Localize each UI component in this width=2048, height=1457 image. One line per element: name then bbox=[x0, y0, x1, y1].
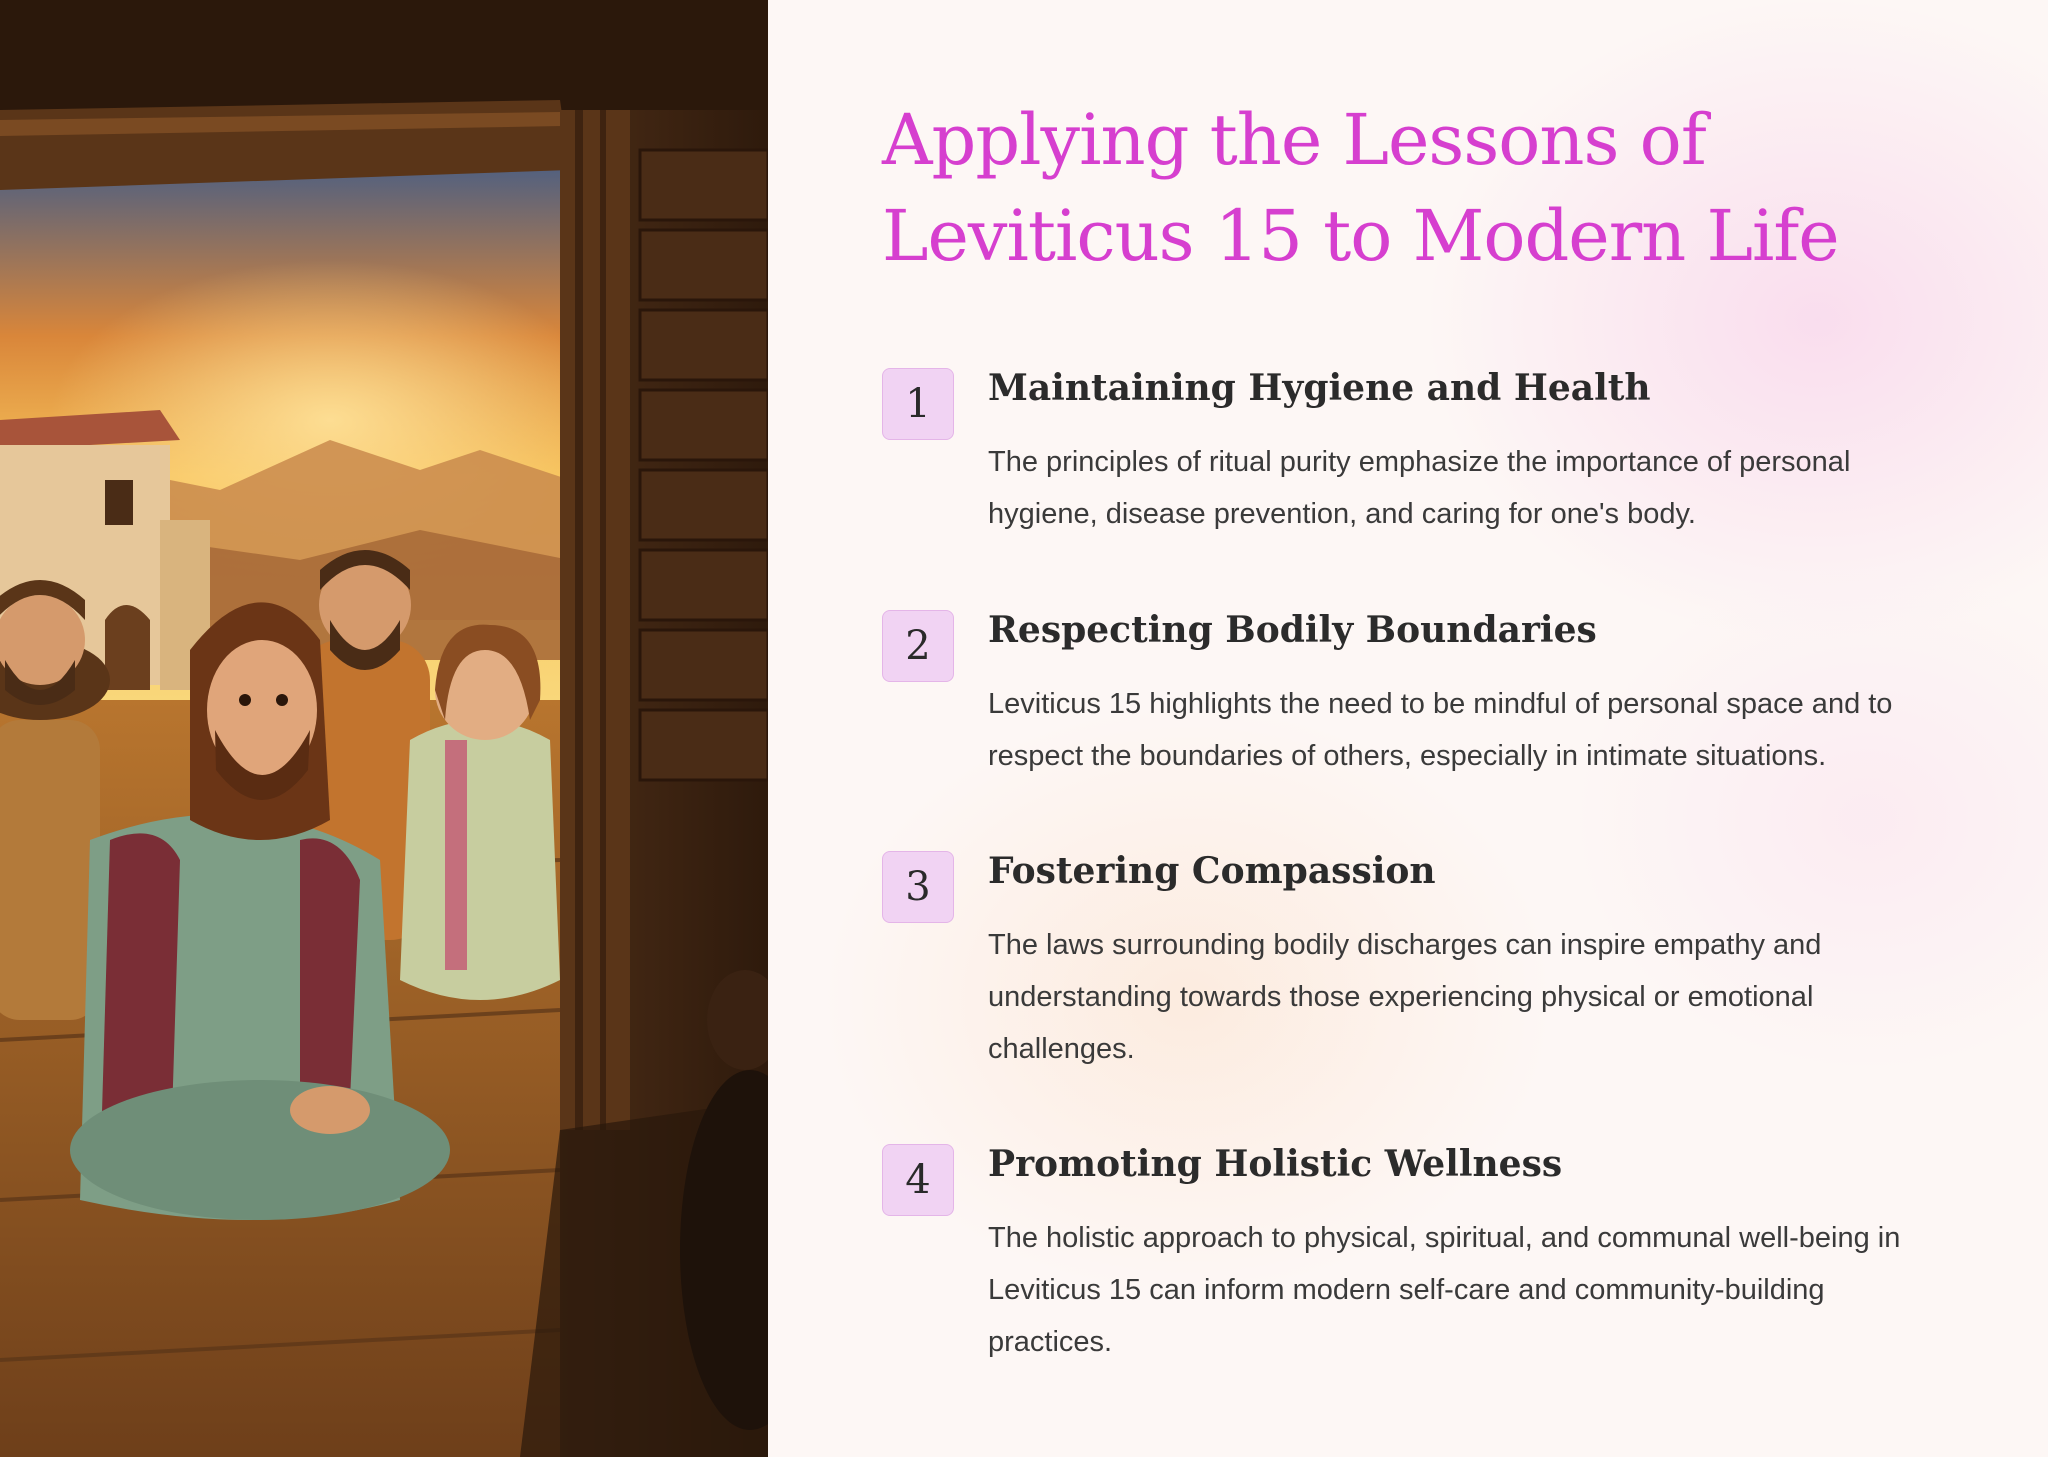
item-title: Respecting Bodily Boundaries bbox=[988, 609, 1597, 651]
item-description: The holistic approach to physical, spiritual, and communal well-being in Leviticus 15 can inform modern self-care and community-building practices. bbox=[988, 1222, 1901, 1358]
content-panel bbox=[768, 0, 2048, 1457]
item-description: The laws surrounding bodily discharges can inspire empathy and understanding towards those experiencing physical or emotional challenges. bbox=[988, 929, 1822, 1065]
item-title: Maintaining Hygiene and Health bbox=[988, 367, 1651, 409]
item-title: Promoting Holistic Wellness bbox=[988, 1143, 1563, 1185]
item-description: Leviticus 15 highlights the need to be mindful of personal space and to respect the boundaries of others, especially in intimate situations. bbox=[988, 688, 1893, 772]
biblical-gathering-illustration bbox=[0, 0, 768, 1457]
number-badge: 2 bbox=[882, 610, 954, 682]
illustration-svg bbox=[0, 0, 768, 1457]
number-badge: 3 bbox=[882, 851, 954, 923]
slide-title: Applying the Lessons of Leviticus 15 to Modern Life bbox=[882, 99, 1839, 277]
number-badge: 1 bbox=[882, 368, 954, 440]
number-badge: 4 bbox=[882, 1144, 954, 1216]
item-title: Fostering Compassion bbox=[988, 850, 1436, 892]
item-description: The principles of ritual purity emphasize the importance of personal hygiene, disease prevention, and caring for one's body. bbox=[988, 446, 1851, 530]
